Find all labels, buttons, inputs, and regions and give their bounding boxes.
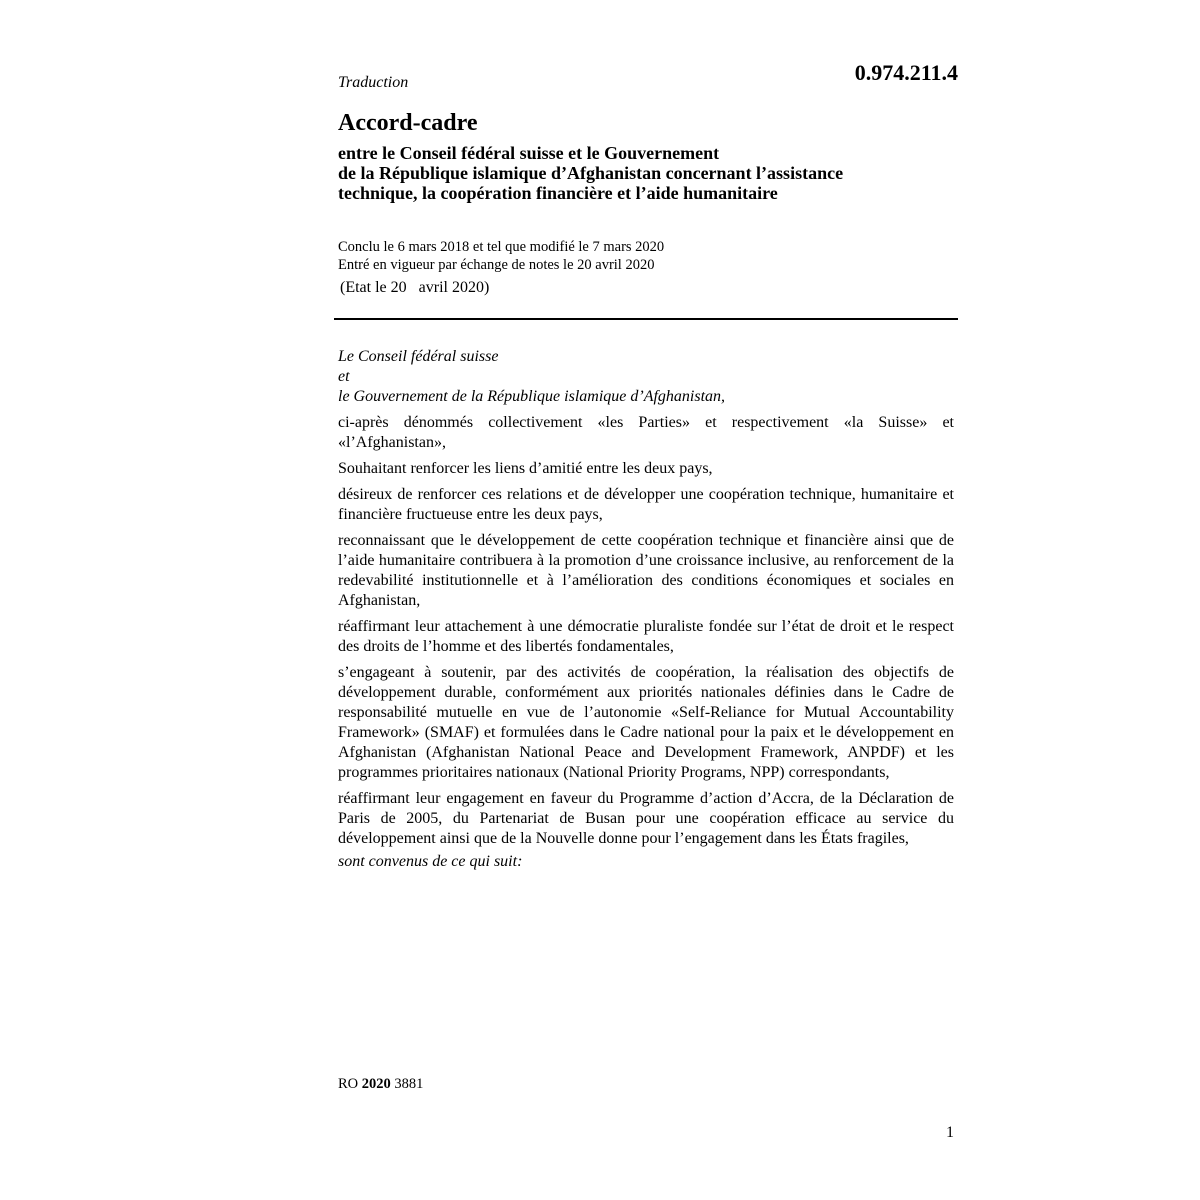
ro-year: 2020 — [361, 1076, 391, 1092]
document-meta — [338, 238, 958, 274]
party-afghanistan: le Gouvernement de la République islamique d’Afghanistan, — [338, 388, 726, 405]
party-conjunction: et — [338, 368, 350, 385]
subtitle-line: entre le Conseil fédéral suisse et le Gouvernement — [338, 143, 720, 163]
translation-label: Traduction — [338, 74, 409, 91]
document-title: Accord-cadre — [338, 110, 478, 136]
page-number: 1 — [946, 1124, 954, 1141]
preamble — [338, 347, 954, 872]
header-divider — [334, 318, 958, 320]
subtitle-line: de la République islamique d’Afghanistan concernant l’assistance — [338, 163, 844, 183]
official-compilation-reference — [338, 1076, 423, 1093]
sr-number: 0.974.211.4 — [854, 60, 958, 85]
document-subtitle — [338, 143, 968, 203]
preamble-paragraph: Souhaitant renforcer les liens d’amitié entre les deux pays, — [338, 460, 713, 477]
preamble-paragraph: réaffirmant leur engagement en faveur du Programme d’action d’Accra, de la Déclaration de Paris de 2005, du Partenariat de Busan pour une coopération efficace au service du développement ainsi que de la Nouvelle donne pour l’engagement dans les États fragiles, — [338, 790, 954, 847]
preamble-paragraph: désireux de renforcer ces relations et de développer une coopération technique, humanitaire et financière fructueuse entre les deux pays, — [338, 486, 954, 523]
subtitle-line: technique, la coopération financière et l’aide humanitaire — [338, 183, 778, 203]
status-date: (Etat le 20 avril 2020) — [340, 279, 490, 296]
ro-prefix: RO — [338, 1076, 359, 1092]
ro-page: 3881 — [394, 1076, 424, 1092]
preamble-paragraph: reconnaissant que le développement de cette coopération technique et financière ainsi que de l’aide humanitaire contribuera à la promotion d’une croissance inclusive, au renforcement de la redevabilité institutionnelle et à l’amélioration des conditions économiques et sociales en Afghanistan, — [338, 532, 954, 609]
entry-into-force: Entré en vigueur par échange de notes le 20 avril 2020 — [338, 257, 655, 273]
agreement-conclusion: sont convenus de ce qui suit: — [338, 853, 523, 870]
preamble-paragraph: réaffirmant leur attachement à une démocratie pluraliste fondée sur l’état de droit et le respect des droits de l’homme et des libertés fondamentales, — [338, 618, 954, 655]
preamble-paragraph: ci-après dénommés collectivement «les Parties» et respectivement «la Suisse» et «l’Afghanistan», — [338, 414, 954, 451]
party-swiss: Le Conseil fédéral suisse — [338, 348, 499, 365]
preamble-paragraph: s’engageant à soutenir, par des activités de coopération, la réalisation des objectifs de développement durable, conformément aux priorités nationales définies dans le Cadre de responsabilité mutuelle en vue de l’autonomie «Self-Reliance for Mutual Accountability Framework» (SMAF) et formulées dans le Cadre national pour la paix et le développement en Afghanistan (Afghanistan National Peace and Development Framework, ANPDF) et les programmes prioritaires nationaux (National Priority Programs, NPP) correspondants, — [338, 664, 954, 781]
conclu-date: Conclu le 6 mars 2018 et tel que modifié le 7 mars 2020 — [338, 239, 665, 255]
